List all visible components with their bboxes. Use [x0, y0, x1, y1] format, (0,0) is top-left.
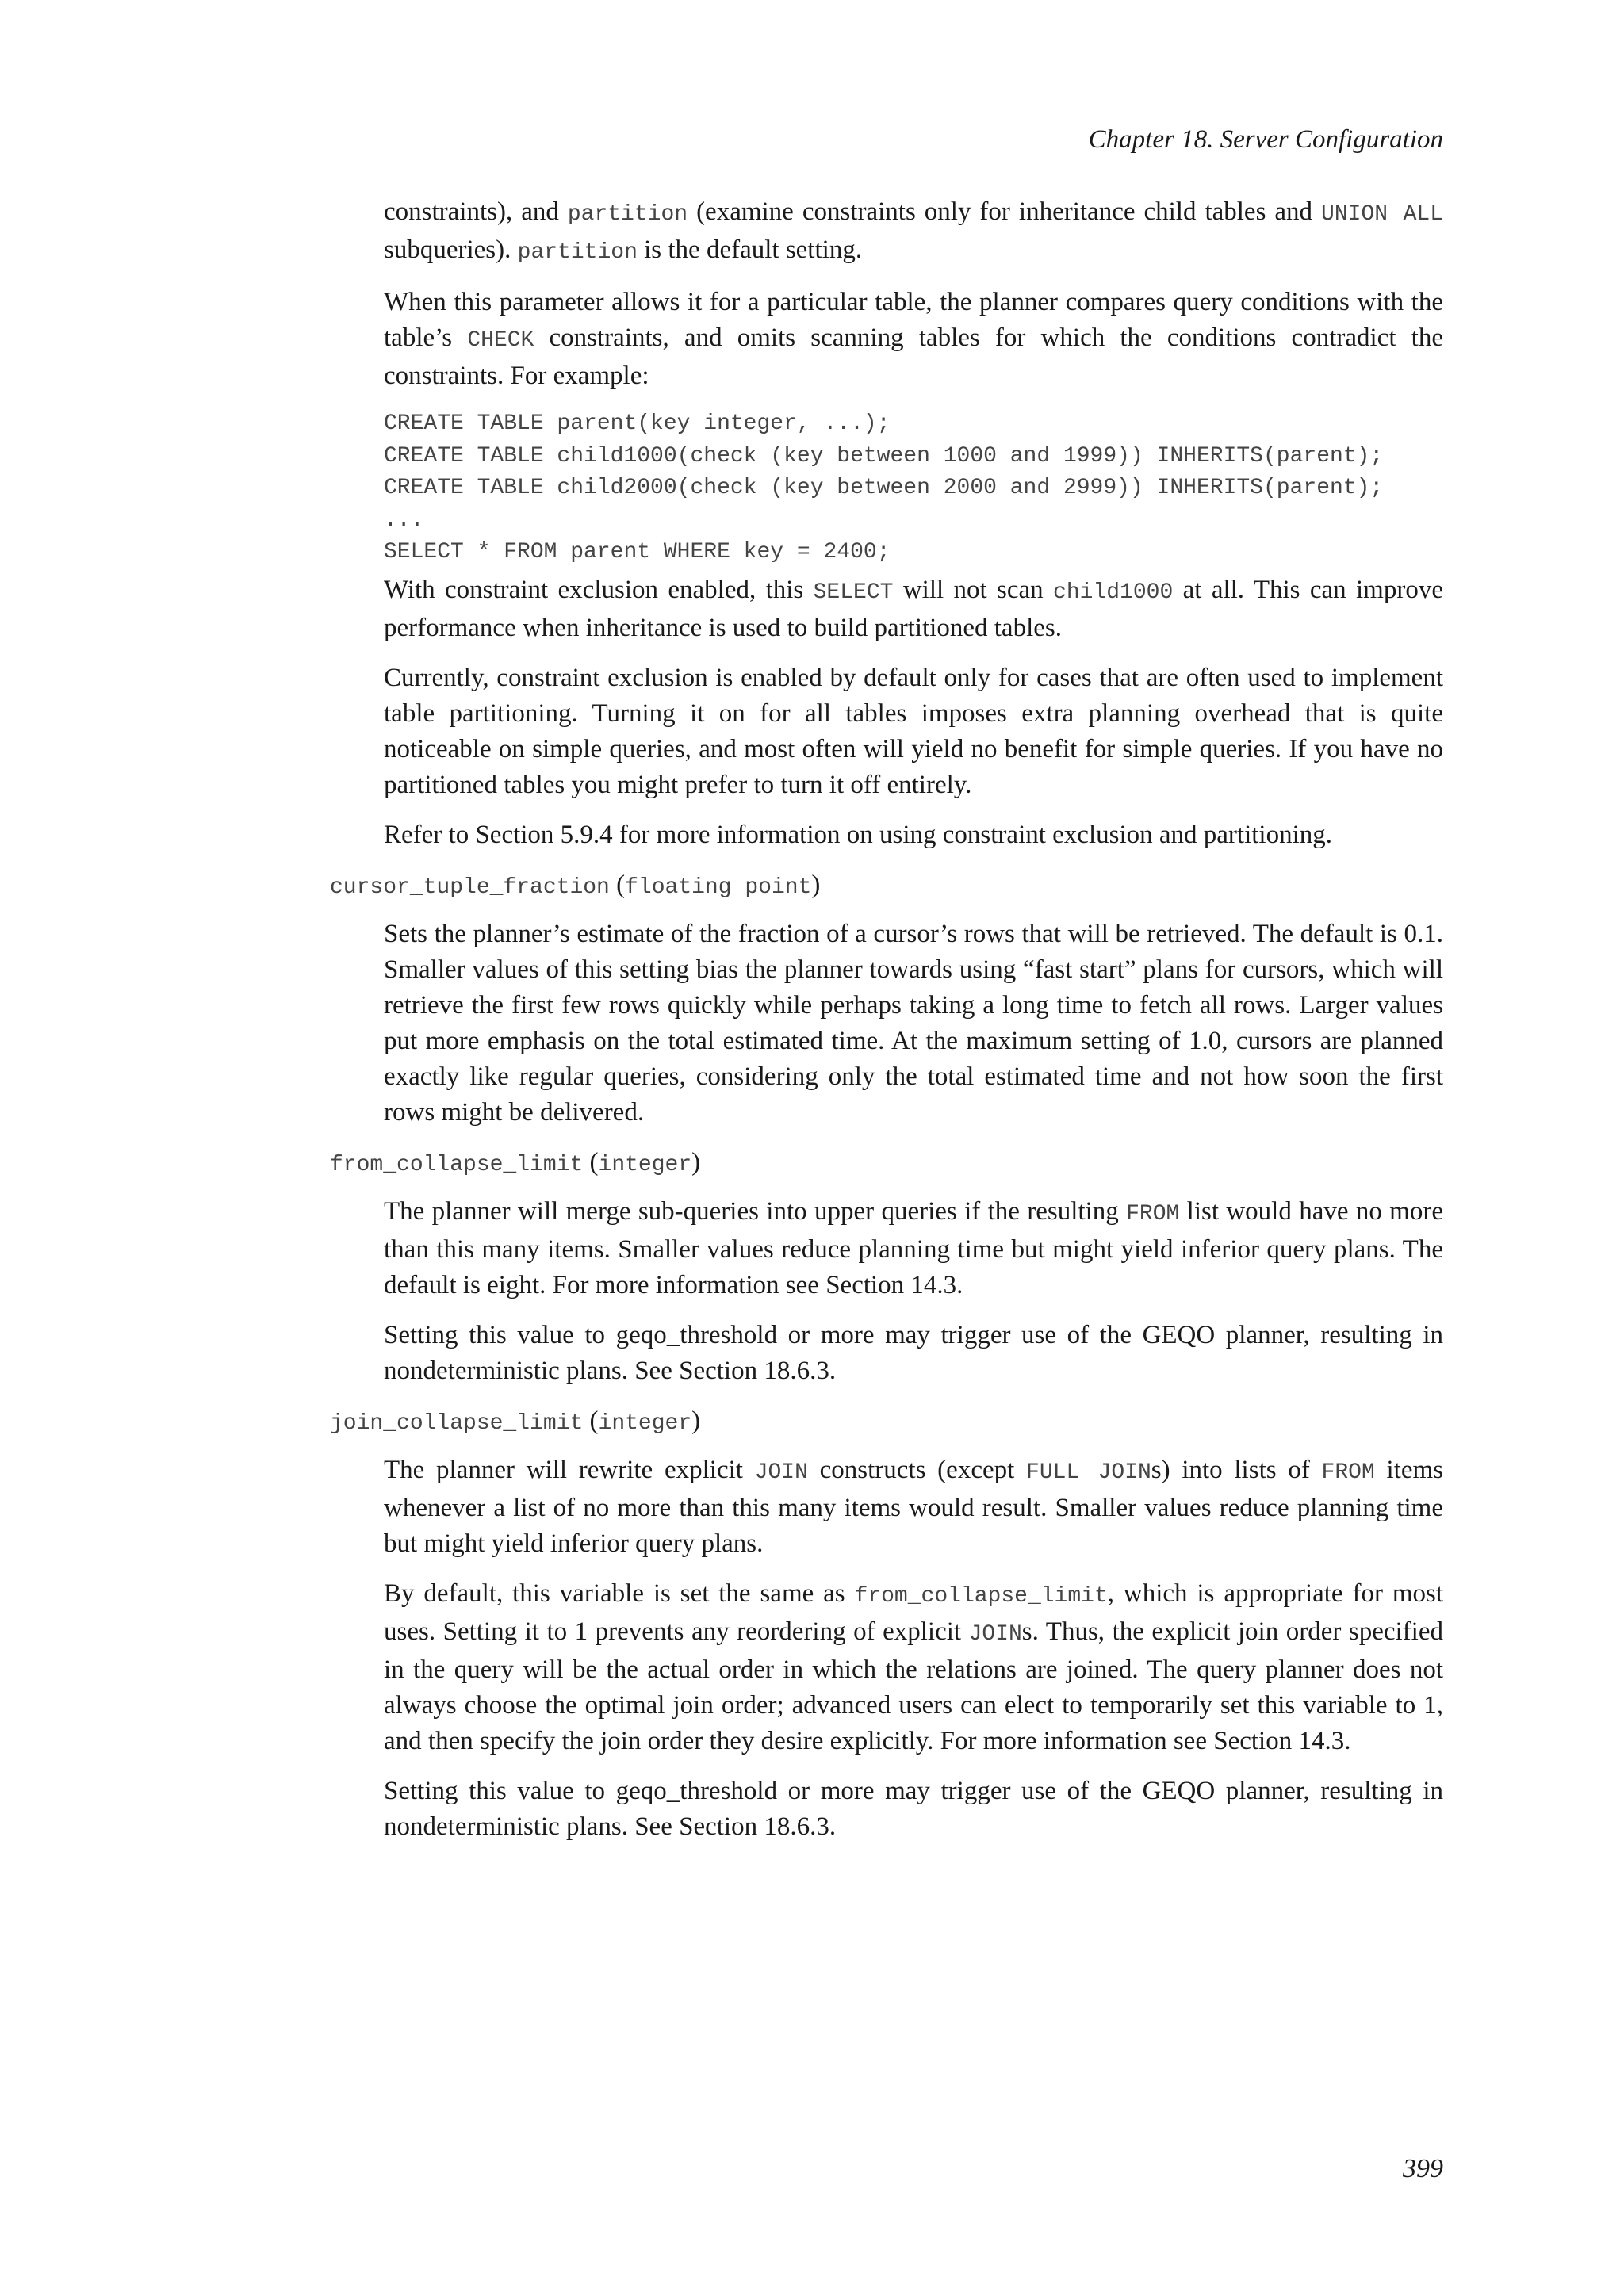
- code-join: JOIN: [754, 1460, 808, 1485]
- code-union-all: UNION ALL: [1321, 202, 1444, 227]
- intro-paragraph-4: Currently, constraint exclusion is enabled by default only for cases that are often used to implement table partitioning. Turning it on for all tables imposes extra planning overhead that is quite noticeable on simple queries, and most often will yield no benefit for simple queries. If you have no partitioned tables you might prefer to turn it off entirely.: [384, 663, 1443, 799]
- code-check: CHECK: [467, 328, 534, 353]
- code-partition: partition: [517, 240, 638, 265]
- param-name: join_collapse_limit: [330, 1410, 584, 1436]
- page-number: 399: [1403, 2154, 1443, 2183]
- join-collapse-paragraph-2: By default, this variable is set the same as from_collapse_limit, which is appropriate for most uses. Setting it to 1 prevents any reordering of explicit JOINs. Thus, the explicit join order specified in the query will be the actual order in which the relations are joined. The query planner does not always choose the optimal join order; advanced users can elect to temporarily set this variable to 1, and then specify the join order they desire explicitly. For more information see Section 14.3.: [384, 1578, 1443, 1755]
- code-partition: partition: [567, 202, 688, 227]
- term-cursor-tuple-fraction: cursor_tuple_fraction (floating point): [330, 870, 821, 900]
- intro-paragraph-1: constraints), and partition (examine constraints only for inheritance child tables and UNION ALL subqueries). partition is the default setting.: [384, 197, 1444, 265]
- page-content: [330, 194, 1443, 1859]
- code-from: FROM: [1126, 1201, 1180, 1226]
- code-example: CREATE TABLE parent(key integer, ...); CREATE TABLE child1000(check (key between 1000 and 1999)) INHERITS(parent); CREATE TABLE child2000(check (key between 2000 and 2999)) INHERITS(parent); ... SELECT * FROM parent WHERE key = 2400;: [384, 411, 1384, 564]
- from-collapse-paragraph-2: Setting this value to geqo_threshold or more may trigger use of the GEQO planner, resulting in nondeterministic plans. See Section 18.6.3.: [384, 1320, 1443, 1385]
- join-collapse-paragraph-3: Setting this value to geqo_threshold or more may trigger use of the GEQO planner, resulting in nondeterministic plans. See Section 18.6.3.: [384, 1776, 1443, 1841]
- cursor-paragraph-1: Sets the planner’s estimate of the fraction of a cursor’s rows that will be retrieved. The default is 0.1. Smaller values of this setting bias the planner towards using “fast start” plans for cursors, which will retrieve the first few rows quickly while perhaps taking a long time to fetch all rows. Larger values put more emphasis on the total estimated time. At the maximum setting of 1.0, cursors are planned exactly like regular queries, considering only the total estimated time and not how soon the first rows might be delivered.: [384, 919, 1443, 1127]
- code-child1000: child1000: [1053, 580, 1174, 605]
- chapter-header: Chapter 18. Server Configuration: [1088, 125, 1443, 154]
- code-from-collapse-limit: from_collapse_limit: [854, 1583, 1108, 1609]
- param-type: integer: [598, 1410, 692, 1436]
- code-from: FROM: [1321, 1460, 1375, 1485]
- intro-paragraph-3: With constraint exclusion enabled, this SELECT will not scan child1000 at all. This can improve performance when inheritance is used to build partitioned tables.: [384, 575, 1443, 642]
- param-name: cursor_tuple_fraction: [330, 874, 610, 900]
- code-full-join: FULL JOIN: [1026, 1460, 1151, 1485]
- param-name: from_collapse_limit: [330, 1152, 584, 1177]
- term-from-collapse-limit: from_collapse_limit (integer): [330, 1147, 701, 1177]
- intro-paragraph-5: Refer to Section 5.9.4 for more information on using constraint exclusion and partitioning.: [384, 820, 1333, 849]
- from-collapse-paragraph-1: The planner will merge sub-queries into upper queries if the resulting FROM list would have no more than this many items. Smaller values reduce planning time but might yield inferior query plans. The default is eight. For more information see Section 14.3.: [384, 1196, 1443, 1299]
- param-type: integer: [598, 1152, 692, 1177]
- param-type: floating point: [625, 874, 812, 900]
- code-select: SELECT: [813, 580, 894, 605]
- intro-paragraph-2: When this parameter allows it for a particular table, the planner compares query conditions with the table’s CHECK constraints, and omits scanning tables for which the conditions contradict the constraints. For example:: [384, 288, 1443, 390]
- join-collapse-paragraph-1: The planner will rewrite explicit JOIN constructs (except FULL JOINs) into lists of FROM items whenever a list of no more than this many items would result. Smaller values reduce planning time but might yield inferior query plans.: [384, 1455, 1443, 1558]
- code-join: JOIN: [968, 1621, 1022, 1647]
- term-join-collapse-limit: join_collapse_limit (integer): [330, 1406, 701, 1436]
